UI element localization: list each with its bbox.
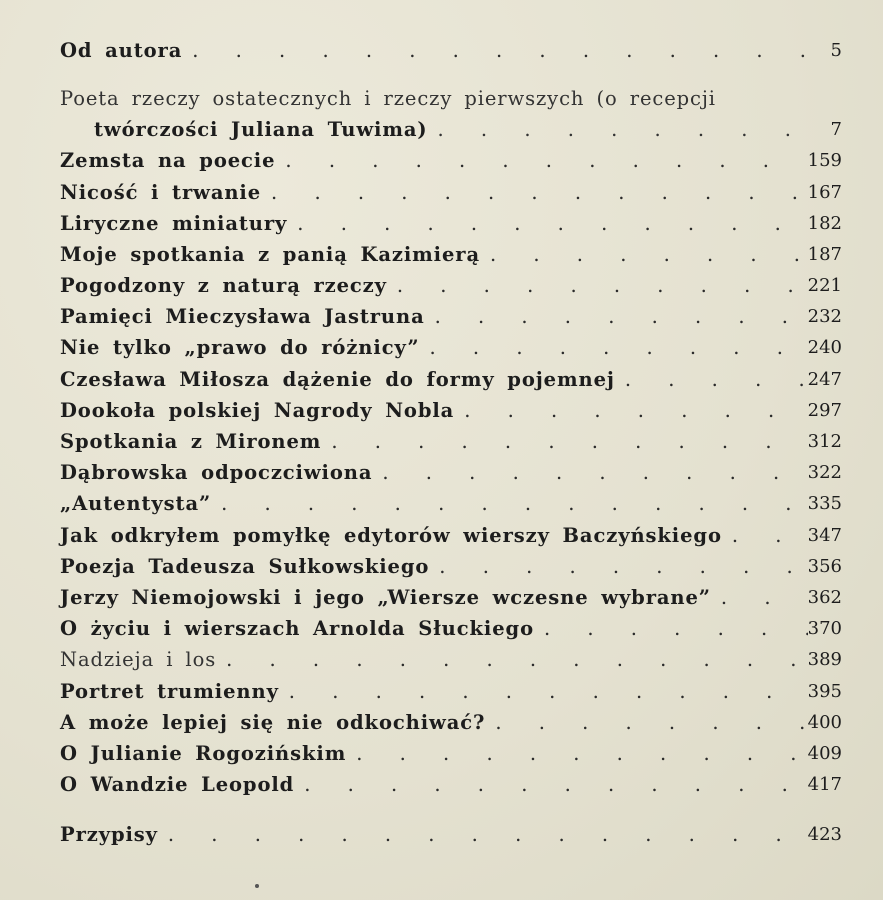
toc-entry-title: Jak odkryłem pomyłkę edytorów wierszy Baczyńskiego	[60, 523, 722, 547]
toc-entry	[60, 738, 842, 769]
dot-leader	[429, 551, 807, 582]
toc-entry	[60, 769, 842, 800]
toc-entry-list	[60, 145, 842, 800]
toc-entry-title: Poezja Tadeusza Sułkowskiego	[60, 554, 430, 578]
toc-entry-page: 297	[807, 399, 842, 421]
table-of-contents	[60, 35, 842, 851]
toc-entry	[60, 613, 842, 644]
toc-entry	[60, 395, 842, 426]
dot-leader	[722, 520, 808, 551]
toc-entry	[60, 177, 842, 208]
dot-leader	[346, 738, 807, 769]
toc-entry	[60, 270, 842, 301]
toc-entry-footnotes	[60, 819, 842, 850]
toc-entry-title: A może lepiej się nie odkochiwać?	[60, 710, 486, 734]
toc-entry-title: O życiu i wierszach Arnolda Słuckiego	[60, 617, 534, 641]
toc-entry-title: Spotkania z Mironem	[60, 430, 322, 454]
spacer	[60, 800, 842, 819]
toc-entry-title: Dookoła polskiej Nagrody Nobla	[60, 398, 455, 422]
toc-entry-page: 347	[807, 524, 842, 546]
toc-entry-title: Pamięci Mieczysława Jastruna	[60, 305, 425, 329]
toc-entry-page: 389	[807, 649, 842, 671]
dot-leader	[211, 488, 808, 519]
toc-entry-title-line2-row	[60, 114, 842, 145]
dot-leader	[294, 769, 807, 800]
toc-entry-page: 395	[807, 680, 842, 702]
toc-entry-page: 322	[807, 462, 842, 484]
toc-entry-page: 182	[807, 212, 842, 234]
toc-entry-title: Dąbrowska odpoczciwiona	[60, 461, 373, 485]
toc-entry	[60, 520, 842, 551]
dot-leader	[279, 676, 808, 707]
dot-leader	[182, 35, 808, 66]
dot-leader	[372, 457, 807, 488]
dot-leader	[216, 644, 808, 675]
toc-entry-title: Jerzy Niemojowski i jego „Wiersze wczesne wybrane”	[60, 585, 711, 609]
toc-entry-page: 356	[807, 555, 842, 577]
toc-entry-page: 7	[830, 119, 842, 141]
toc-entry-page: 187	[807, 243, 842, 265]
toc-entry-multiline	[60, 83, 842, 145]
dot-leader	[275, 145, 807, 176]
dot-leader	[261, 177, 808, 208]
toc-entry-title: O Wandzie Leopold	[60, 773, 295, 797]
toc-entry	[60, 239, 842, 270]
dot-leader	[387, 270, 808, 301]
toc-entry	[60, 426, 842, 457]
toc-entry-title: „Autentysta”	[60, 492, 212, 516]
dot-leader	[428, 114, 808, 145]
toc-entry	[60, 488, 842, 519]
toc-entry-intro	[60, 35, 842, 66]
dot-leader	[158, 819, 808, 850]
toc-entry-title: Liryczne miniatury	[60, 211, 288, 235]
toc-entry-title: Moje spotkania z panią Kazimierą	[60, 242, 480, 266]
toc-entry-page: 370	[807, 618, 842, 640]
dot-leader	[534, 613, 808, 644]
toc-entry-title: Nadzieja i los	[60, 648, 217, 672]
toc-entry-title-line2: twórczości Juliana Tuwima)	[94, 118, 428, 142]
toc-entry-page: 167	[807, 181, 842, 203]
toc-entry-page: 312	[807, 431, 842, 453]
toc-entry-title: Zemsta na poecie	[60, 149, 276, 173]
toc-entry	[60, 676, 842, 707]
toc-entry	[60, 364, 842, 395]
toc-entry-page: 400	[807, 711, 842, 733]
toc-entry-title-line1: Poeta rzeczy ostatecznych i rzeczy pierwszych (o recepcji	[60, 87, 716, 111]
toc-entry	[60, 301, 842, 332]
toc-entry-title: Portret trumienny	[60, 679, 279, 703]
dot-leader	[454, 395, 807, 426]
toc-entry-title: Nicość i trwanie	[60, 180, 262, 204]
toc-entry-page: 240	[807, 337, 842, 359]
toc-entry-title: Przypisy	[60, 823, 158, 847]
toc-entry-title: Nie tylko „prawo do różnicy”	[60, 336, 420, 360]
toc-entry-page: 247	[807, 368, 842, 390]
toc-entry	[60, 582, 842, 613]
dot-leader	[615, 364, 808, 395]
toc-entry-page: 362	[807, 586, 842, 608]
toc-entry-title: Od autora	[60, 38, 183, 62]
toc-entry	[60, 333, 842, 364]
toc-entry-title: Czesława Miłosza dążenie do formy pojemnej	[60, 367, 615, 391]
dot-leader	[321, 426, 807, 457]
toc-entry	[60, 145, 842, 176]
toc-entry-page: 159	[807, 150, 842, 172]
toc-entry-page: 335	[807, 493, 842, 515]
dot-leader	[711, 582, 808, 613]
dot-leader	[420, 332, 808, 363]
dot-leader	[480, 239, 808, 270]
toc-entry-title: O Julianie Rogozińskim	[60, 741, 347, 765]
toc-entry	[60, 457, 842, 488]
toc-entry-title: Pogodzony z naturą rzeczy	[60, 274, 387, 298]
toc-entry-page: 232	[807, 306, 842, 328]
toc-entry-page: 417	[807, 774, 842, 796]
dot-leader	[287, 208, 807, 239]
print-speck	[255, 884, 259, 888]
toc-entry	[60, 551, 842, 582]
toc-entry-page: 409	[807, 742, 842, 764]
dot-leader	[425, 301, 808, 332]
toc-entry	[60, 644, 842, 675]
toc-entry-page: 423	[807, 824, 842, 846]
toc-entry-page: 221	[807, 275, 842, 297]
toc-entry-page: 5	[830, 39, 842, 61]
toc-entry	[60, 707, 842, 738]
toc-entry	[60, 208, 842, 239]
dot-leader	[485, 707, 807, 738]
